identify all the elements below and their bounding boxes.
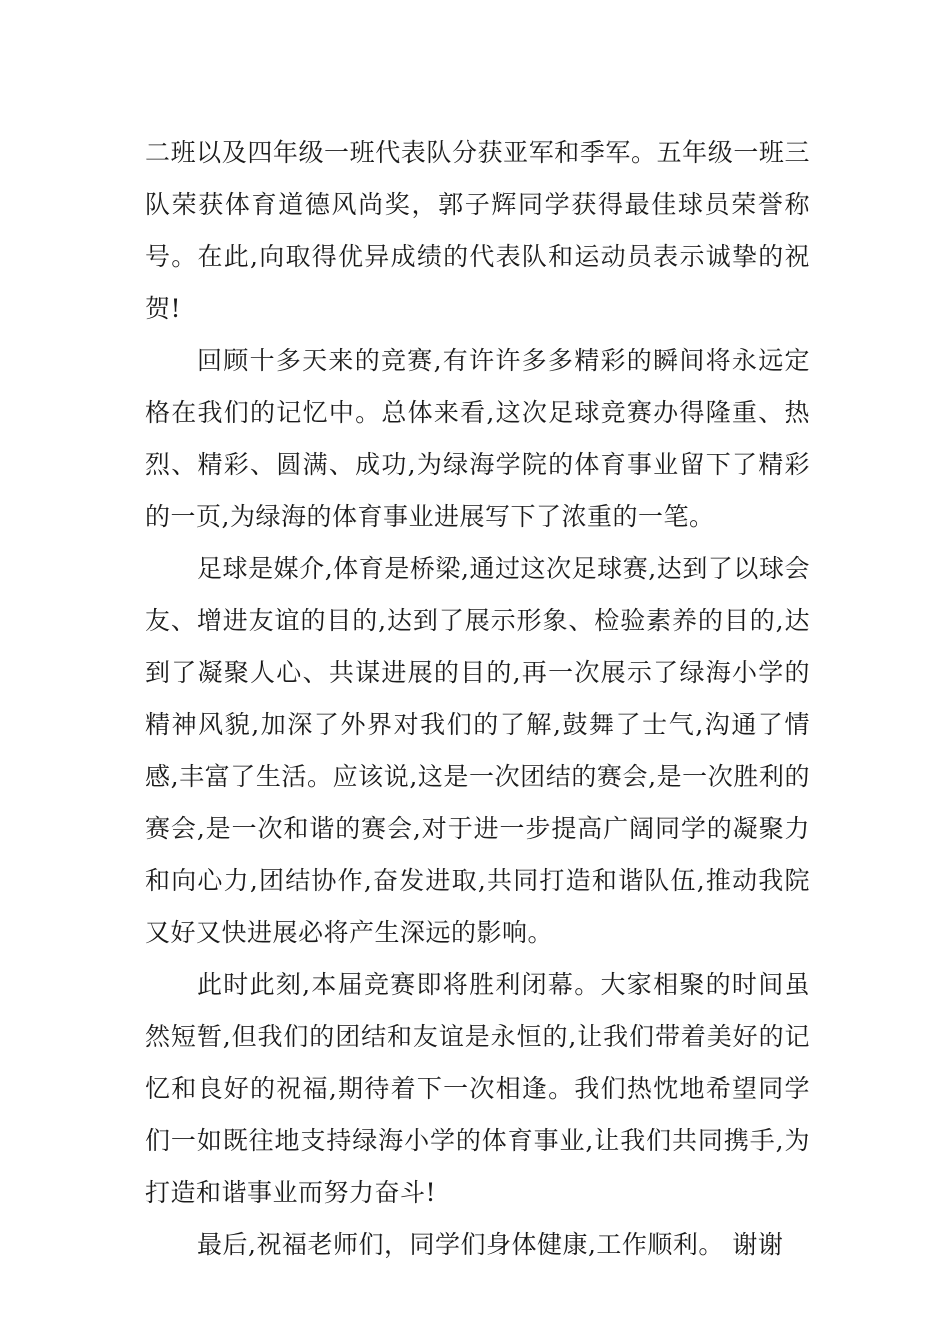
paragraph-closing: 此时此刻,本届竞赛即将胜利闭幕。大家相聚的时间虽然短暂,但我们的团结和友谊是永恒的,让我们带着美好的记忆和良好的祝福,期待着下一次相逢。我们热忱地希望同学们一如既往地支持绿海小学的体育事业,让我们共同携手,为打造和谐事业而努力奋斗! — [145, 970, 810, 1207]
paragraph-final-wishes: 最后,祝福老师们，同学们身体健康,工作顺利。 谢谢 — [197, 1230, 784, 1259]
paragraph-review: 回顾十多天来的竞赛,有许许多多精彩的瞬间将永远定格在我们的记忆中。总体来看,这次足球竞赛办得隆重、热烈、精彩、圆满、成功,为绿海学院的体育事业留下了精彩的一页,为绿海的体育事业进展写下了浓重的一笔。 — [145, 346, 810, 531]
paragraph-football-bridge: 足球是媒介,体育是桥梁,通过这次足球赛,达到了以球会友、增进友谊的目的,达到了展示形象、检验素养的目的,达到了凝聚人心、共谋进展的目的,再一次展示了绿海小学的精神风貌,加深了外界对我们的了解,鼓舞了士气,沟通了情感,丰富了生活。应该说,这是一次团结的赛会,是一次胜利的赛会,是一次和谐的赛会,对于进一步提高广阔同学的凝聚力和向心力,团结协作,奋发进取,共同打造和谐队伍,推动我院又好又快进展必将产生深远的影响。 — [145, 554, 810, 947]
paragraph-continuation: 二班以及四年级一班代表队分获亚军和季军。五年级一班三队荣获体育道德风尚奖，郭子辉同学获得最佳球员荣誉称号。在此,向取得优异成绩的代表队和运动员表示诚挚的祝贺! — [145, 138, 810, 323]
document-body — [145, 127, 810, 1271]
